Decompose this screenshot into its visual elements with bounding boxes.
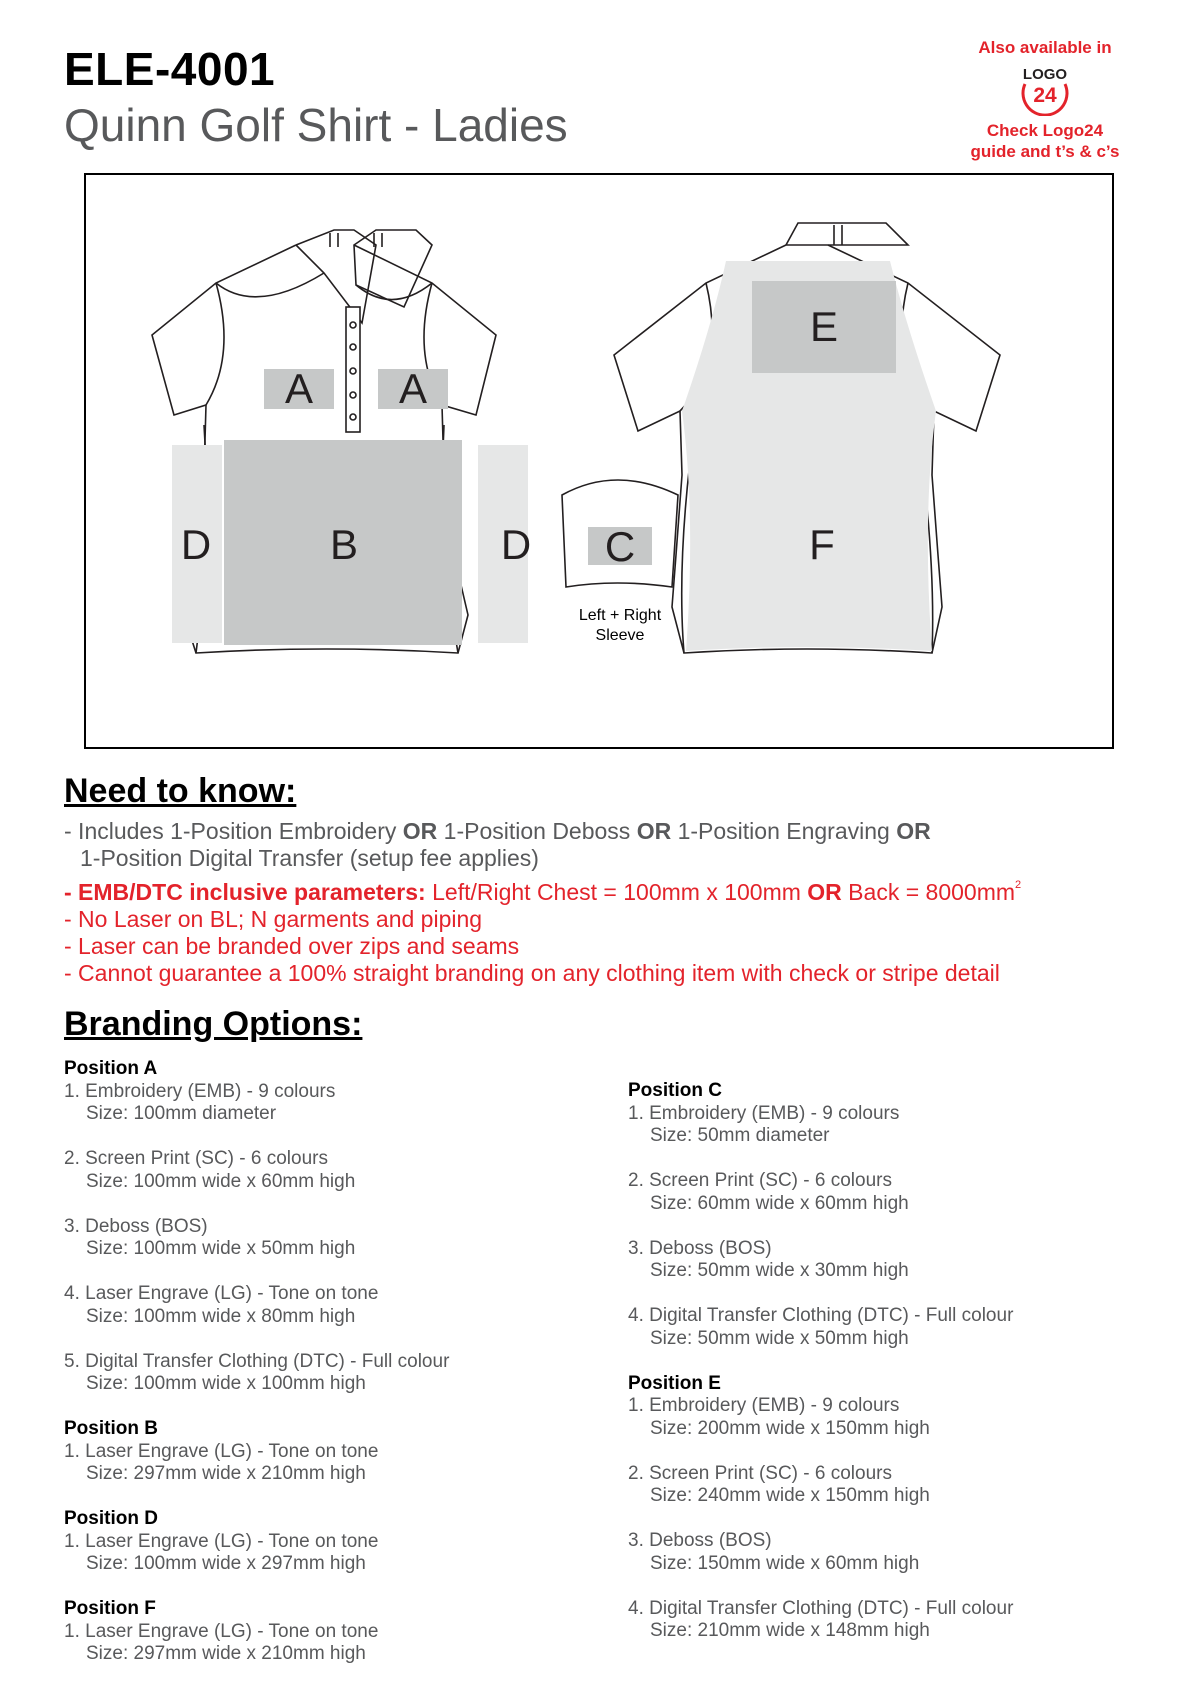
position-heading: Position B	[64, 1418, 158, 1439]
branding-column-right	[628, 1080, 1013, 1665]
position-heading: Position A	[64, 1058, 158, 1079]
position-heading: Position D	[64, 1508, 158, 1529]
need-line-1	[64, 818, 1021, 845]
option-size: Size: 50mm wide x 30mm high	[650, 1260, 909, 1281]
branding-option	[628, 1103, 1013, 1148]
position-group	[64, 1508, 449, 1576]
position-heading: Position E	[628, 1372, 721, 1394]
option-name: 3. Deboss (BOS)	[628, 1530, 772, 1551]
option-size: Size: 100mm wide x 50mm high	[86, 1238, 356, 1259]
shirt-diagram-svg	[86, 175, 1112, 747]
option-size: Size: 210mm wide x 148mm high	[650, 1620, 930, 1641]
need-to-know-list	[64, 818, 1021, 987]
branding-diagram	[84, 173, 1114, 749]
option-size: Size: 50mm wide x 50mm high	[650, 1327, 909, 1349]
option-name: 4. Laser Engrave (LG) - Tone on tone	[64, 1283, 379, 1304]
need-line-3-sup: 2	[1015, 879, 1022, 891]
need-line-1-or2: OR	[636, 818, 672, 844]
option-name: 5. Digital Transfer Clothing (DTC) - Full colour	[64, 1350, 450, 1372]
option-size: Size: 100mm wide x 297mm high	[86, 1553, 366, 1574]
position-heading: Position C	[628, 1080, 722, 1101]
branding-option	[64, 1621, 449, 1666]
label-a-right: A	[398, 365, 428, 412]
need-line-1-or1: OR	[402, 818, 438, 844]
option-name: 3. Deboss (BOS)	[628, 1237, 772, 1259]
option-name: 1. Laser Engrave (LG) - Tone on tone	[64, 1620, 379, 1642]
option-size: Size: 100mm wide x 80mm high	[86, 1305, 356, 1327]
label-b: B	[329, 521, 359, 568]
option-name: 1. Embroidery (EMB) - 9 colours	[628, 1102, 900, 1124]
check-logo24-line1: Check Logo24	[986, 121, 1104, 140]
option-name: 2. Screen Print (SC) - 6 colours	[628, 1462, 892, 1484]
option-size: Size: 60mm wide x 60mm high	[650, 1192, 909, 1214]
position-group	[64, 1058, 449, 1396]
option-name: 1. Laser Engrave (LG) - Tone on tone	[64, 1440, 379, 1462]
also-available-text: Also available in	[978, 38, 1112, 57]
option-size: Size: 100mm wide x 100mm high	[86, 1373, 366, 1394]
label-e: E	[809, 303, 839, 350]
option-name: 1. Embroidery (EMB) - 9 colours	[628, 1395, 900, 1416]
need-line-3	[64, 872, 1021, 906]
need-line-6: - Cannot guarantee a 100% straight branding on any clothing item with check or stripe detail	[64, 960, 1000, 986]
branding-option	[628, 1238, 1013, 1283]
need-line-4: - No Laser on BL; N garments and piping	[64, 906, 483, 932]
option-name: 1. Embroidery (EMB) - 9 colours	[64, 1080, 336, 1102]
branding-option	[628, 1463, 1013, 1508]
product-code: ELE-4001	[64, 43, 276, 95]
label-a-left: A	[284, 365, 314, 412]
need-line-3-bold: - EMB/DTC inclusive parameters:	[64, 879, 426, 905]
branding-option	[64, 1283, 449, 1328]
position-group	[628, 1373, 1013, 1643]
option-size: Size: 200mm wide x 150mm high	[650, 1417, 930, 1439]
need-line-1-or3: OR	[896, 818, 931, 844]
need-line-1a: - Includes 1-Position Embroidery	[64, 818, 403, 844]
need-line-5: - Laser can be branded over zips and seams	[64, 933, 520, 959]
option-size: Size: 297mm wide x 210mm high	[86, 1643, 366, 1664]
logo24-badge-icon	[1017, 64, 1073, 116]
option-size: Size: 297mm wide x 210mm high	[86, 1463, 366, 1484]
need-line-2: 1-Position Digital Transfer (setup fee applies)	[80, 845, 539, 871]
need-line-1b: 1-Position Deboss	[437, 818, 637, 844]
logo-badge-top: LOGO	[1022, 66, 1068, 83]
sleeve-caption-line2: Sleeve	[595, 627, 645, 644]
label-f: F	[809, 521, 835, 568]
need-line-3-or: OR	[807, 879, 842, 905]
label-c: C	[604, 523, 636, 570]
branding-option	[64, 1148, 449, 1193]
need-line-1c: 1-Position Engraving	[671, 818, 897, 844]
branding-option	[628, 1530, 1013, 1575]
label-d-left: D	[180, 521, 212, 568]
position-group	[628, 1080, 1013, 1350]
option-name: 4. Digital Transfer Clothing (DTC) - Full colour	[628, 1597, 1014, 1619]
branding-column-left	[64, 1058, 449, 1688]
branding-option	[628, 1395, 1013, 1440]
logo24-callout	[940, 38, 1150, 162]
position-heading: Position F	[64, 1598, 156, 1619]
need-line-3b: Back = 8000mm	[841, 879, 1016, 905]
option-name: 2. Screen Print (SC) - 6 colours	[64, 1148, 328, 1169]
position-group	[64, 1418, 449, 1486]
branding-option	[64, 1216, 449, 1261]
check-logo24-line2: guide and t’s & c’s	[970, 142, 1120, 161]
product-title: Quinn Golf Shirt - Ladies	[64, 99, 568, 151]
need-line-3a: Left/Right Chest = 100mm x 100mm	[425, 879, 808, 905]
label-d-right: D	[500, 521, 532, 568]
branding-option	[64, 1081, 449, 1126]
branding-option	[628, 1170, 1013, 1215]
branding-option	[64, 1351, 449, 1396]
branding-option	[628, 1305, 1013, 1350]
option-size: Size: 50mm diameter	[650, 1125, 830, 1146]
need-to-know-heading: Need to know:	[64, 772, 297, 810]
option-name: 2. Screen Print (SC) - 6 colours	[628, 1170, 892, 1191]
sleeve-caption-line1: Left + Right	[578, 607, 662, 624]
option-size: Size: 240mm wide x 150mm high	[650, 1485, 930, 1506]
option-size: Size: 150mm wide x 60mm high	[650, 1552, 920, 1574]
option-name: 1. Laser Engrave (LG) - Tone on tone	[64, 1530, 379, 1552]
option-name: 3. Deboss (BOS)	[64, 1215, 208, 1237]
branding-option	[628, 1598, 1013, 1643]
option-name: 4. Digital Transfer Clothing (DTC) - Full colour	[628, 1305, 1014, 1326]
branding-options-heading: Branding Options:	[64, 1005, 363, 1043]
branding-option	[64, 1531, 449, 1576]
logo-badge-num: 24	[1033, 84, 1057, 107]
position-group	[64, 1598, 449, 1666]
option-size: Size: 100mm wide x 60mm high	[86, 1170, 356, 1192]
option-size: Size: 100mm diameter	[86, 1103, 277, 1124]
branding-option	[64, 1441, 449, 1486]
